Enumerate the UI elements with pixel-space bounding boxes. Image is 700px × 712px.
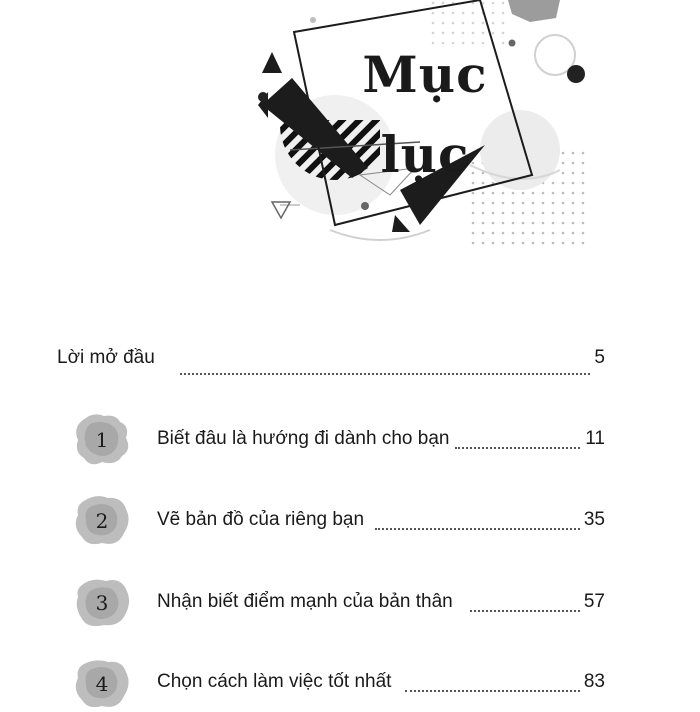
toc-entry-chapter-2[interactable] [0,496,700,546]
entry-title: Chọn cách làm việc tốt nhất [157,670,395,694]
chapter-number-wrap [72,575,132,631]
chapter-number: 4 [95,672,109,696]
dot-leader [455,447,580,449]
chapter-number-wrap [72,493,132,549]
toc-entry-chapter-1[interactable] [0,415,700,465]
page-number: 35 [580,508,605,532]
dot-leader [405,690,580,692]
toc-entry-intro[interactable] [0,343,700,393]
chapter-number-wrap [72,412,132,468]
chapter-number: 2 [95,509,109,533]
page-number: 5 [590,346,605,370]
entry-title: Nhận biết điểm mạnh của bản thân [157,590,457,614]
dot-leader [470,610,580,612]
page-number: 11 [581,427,605,451]
entry-title: Biết đâu là hướng đi dành cho bạn [157,427,453,451]
entry-title: Lời mở đầu [57,346,159,370]
dot-leader [375,528,580,530]
chapter-number: 3 [95,591,109,615]
toc-entry-chapter-4[interactable] [0,658,700,708]
entry-title: Vẽ bản đồ của riêng bạn [157,508,368,532]
page-title: Mục lục [362,45,488,184]
dot-leader [180,373,590,375]
page-number: 57 [580,590,605,614]
chapter-number-wrap [72,656,132,712]
page-number: 83 [580,670,605,694]
chapter-number: 1 [95,428,109,452]
toc-entry-chapter-3[interactable] [0,578,700,628]
